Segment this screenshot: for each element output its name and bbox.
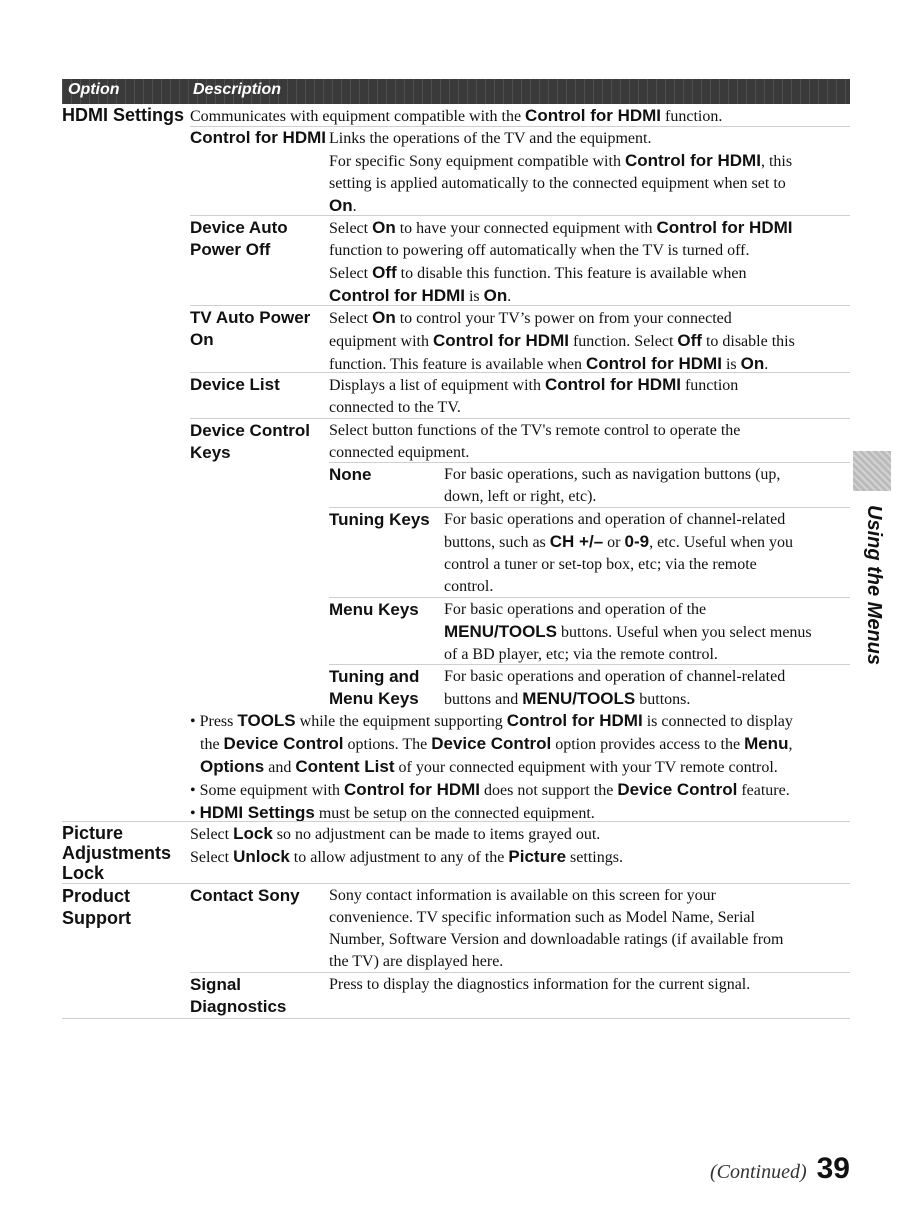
picture-adjustments-lock-description: Select Lock so no adjustment can be made to items grayed out. Select Unlock to allow adjustment to any of the Picture settings. (190, 824, 623, 866)
side-tab-marker (853, 451, 891, 491)
divider (62, 1018, 850, 1019)
hdmi-description: Communicates with equipment compatible with the Control for HDMI function. (190, 106, 723, 125)
tuning-and-menu-keys-description: For basic operations and operation of channel-related buttons and MENU/TOOLS buttons. (444, 668, 786, 708)
divider (190, 418, 850, 419)
none-description: For basic operations, such as navigation buttons (up, down, left or right, etc). (444, 466, 781, 505)
header-option: Option (68, 81, 120, 98)
option-hdmi-settings: HDMI Settings (62, 105, 185, 125)
contact-sony-description: Sony contact information is available on this screen for your convenience. TV specific information such as Model Name, Serial Number, Software Version and downloadable ratings (if available from the TV) are displayed here. (329, 887, 784, 970)
hdmi-notes: • Press TOOLS while the equipment supporting Control for HDMI is connected to display the Device Control options. The Device Control option provides access to the Menu, Options and Content List of your connected equipment with your TV remote control. • Some equipment with Control for HDMI does not support the Device Control feature. • HDMI Settings must be setup on the connected equipment. (190, 711, 793, 822)
divider (190, 972, 850, 973)
option-contact-sony: Contact Sony (190, 886, 300, 905)
tv-auto-power-on-description: Select On to control your TV’s power on from your connected equipment with Control for HDMI function. Select Off to disable this function. This feature is available when Control for HDMI is On. (329, 308, 795, 373)
suboption-tuning-keys: Tuning Keys (329, 510, 430, 529)
continued-label: (Continued) (709, 1161, 807, 1183)
option-device-auto-power-off: Device Auto Power Off (190, 218, 288, 259)
device-control-keys-description: Select button functions of the TV's remote control to operate the connected equipment. (329, 422, 741, 461)
option-device-control-keys: Device Control Keys (190, 421, 310, 462)
option-control-for-hdmi: Control for HDMI (190, 128, 326, 147)
option-picture-adjustments-lock: Picture Adjustments Lock (62, 823, 172, 883)
device-auto-power-off-description: Select On to have your connected equipment with Control for HDMI function to powering off automatically when the TV is turned off. Select Off to disable this function. This feature is available when Control for HDMI is On. (329, 218, 793, 305)
option-signal-diagnostics: Signal Diagnostics (190, 975, 287, 1016)
suboption-menu-keys: Menu Keys (329, 600, 419, 619)
suboption-none: None (329, 465, 372, 484)
divider (62, 821, 850, 822)
suboption-tuning-and-menu-keys: Tuning and Menu Keys (329, 667, 420, 708)
divider (329, 664, 850, 665)
signal-diagnostics-description: Press to display the diagnostics information for the current signal. (329, 976, 751, 993)
option-product-support: Product Support (62, 886, 131, 928)
divider (329, 597, 850, 598)
control-for-hdmi-description: Links the operations of the TV and the equipment. For specific Sony equipment compatible with Control for HDMI, this setting is applied automatically to the connected equipment when set to On. (329, 130, 793, 215)
option-tv-auto-power-on: TV Auto Power On (190, 308, 311, 349)
table-header (62, 79, 850, 104)
device-list-description: Displays a list of equipment with Control for HDMI function connected to the TV. (329, 375, 739, 416)
page-number: 39 (816, 1152, 850, 1185)
option-device-list: Device List (190, 375, 280, 394)
divider (329, 507, 850, 508)
page-footer (710, 1152, 850, 1186)
header-description: Description (193, 81, 282, 98)
divider (190, 215, 850, 216)
divider (329, 462, 850, 463)
tuning-keys-description: For basic operations and operation of channel-related buttons, such as CH +/– or 0-9, etc. Useful when you control a tuner or set-top box, etc; via the remote control. (444, 511, 794, 595)
divider (190, 305, 850, 306)
divider (62, 883, 850, 884)
menu-keys-description: For basic operations and operation of the MENU/TOOLS buttons. Useful when you select menus of a BD player, etc; via the remote control. (444, 601, 812, 663)
side-tab-label: Using the Menus (863, 505, 885, 666)
divider (190, 372, 850, 373)
